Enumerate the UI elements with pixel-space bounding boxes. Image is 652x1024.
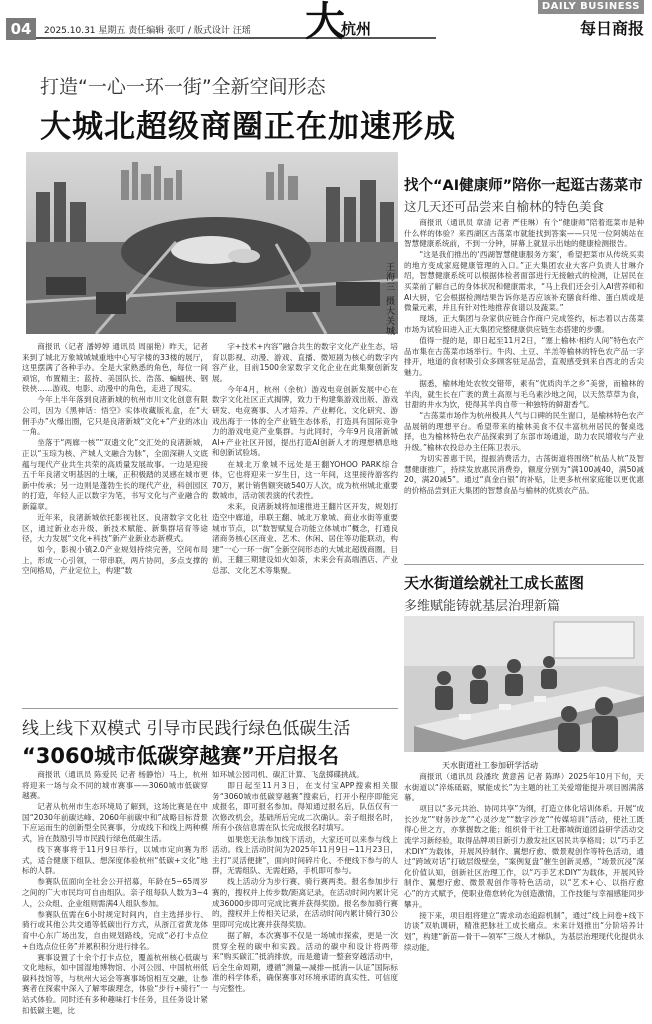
main-headline: 大城北超级商圈正在加速形成 bbox=[40, 109, 456, 145]
paragraph: 参赛队伍面向全社会公开招募，年龄在5~65周岁之间的广大市民均可自由组队。亲子组每队人数为3~4人，公众组、企业组则需满4人组队参加。 bbox=[22, 877, 208, 908]
aerial-city-illustration bbox=[26, 152, 398, 334]
paragraph: 据了解，本次赛事不仅是一场城市探索，更是一次贯穿全程的碳中和实践。活动的碳中和设计将两带来“购买碳汇”抵消排放，而是邀请一整套穿越活动中，后全生命周期，遵循“测量—减排—抵消—认证”国际标准的科学体系，确保赛事对环境承诺的真实性、可信度与完整性。 bbox=[212, 930, 398, 993]
paragraph: 项目以“多元共治、协同共享”为纲，打造立体化培训体系。开展“成长沙龙”“财务沙龙”“心灵沙龙”“数字沙龙”“传媒培训”活动，使社工既得心世之方，亦掌握数之能；组织骨干社工赴都城街道团益研学活动交流学习新经验，取得品牌项目新引力激发社区居民共享格局；以“巧手艺术DIY”为载体，开展风铃制作、翼想疗愈、微景观创作等特色活动，通过“跨域对话”打破层级壁垒，“案例复盘”催生创新灵感，“场景沉浸”深化价值认知，创新社区治理工作，以“巧手艺术DIY”为载体，开展风铃制作、翼想疗愈、微景观创作等特色活动，以“艺术+心、以指疗愈心”的方式赋予，使职业倦怠转化为创造激情，工作技能与幸福感能同步攀升。 bbox=[404, 804, 644, 909]
meeting-photo bbox=[404, 616, 644, 752]
aerial-city-photo bbox=[26, 152, 398, 334]
paragraph: 未来，良渚新城将加速推进王翻片区开发，规划打造空中廊道，串联王翻、城北万象城、商业水街等重要城市节点，以“数智赋复合功能立体城市”概念，打通良渚商务核心区商业、艺术、休闲、居住等功能联动，构建“一心一环一街”全新空间形态的大城北超级商圈。目前，王翻三期建设如火如荼，未来会有高端酒店、产业总部、文化艺术等集聚。 bbox=[212, 502, 398, 575]
paragraph: 如果您无法参加线下活动，大家还可以来参与线上活动。线上活动时间为2025年11月9日~11月23日，主打“灵活便捷”，面向时间碎片化、不便线下参与的人群，无需组队、无需赶路，手机即可参与。 bbox=[212, 834, 398, 876]
paragraph: 值得一提的是，即日起至11月2日，“塞上榆林·相约人间”特色农产品市集在古荡菜市场举行。牛肉、土豆、羊羔等榆林的特色农产品一字排开，地道的食材吸引众多顾客驻足品尝，直观感受到来自西北的舌尖魅力。 bbox=[404, 336, 644, 377]
paragraph: “古荡菜市场作为杭州极具人气与口碑的民生窗口，是榆林特色农产品展销的理想平台。希望带来的榆林美食不仅丰富杭州居民的餐桌选择，也为榆林特色农产品探索到了东部市场通道，助力农民增收与产业升级。”榆林农投总办主任陈卫表示。 bbox=[404, 411, 644, 452]
section-divider bbox=[404, 564, 644, 565]
page-number: 04 bbox=[6, 18, 36, 40]
paragraph: 今年4月，杭州（余杭）游戏电竞创新发展中心在数字文化社区正式揭牌，致力于构建集游戏出版、游戏研发、电竞赛事、人才培养、产业孵化、文化研究、游戏出海于一体的全产业链生态体系，打造具有国际竞争力的游戏电竞产业集群。与此同时，今年9月良渚新城AI+产业社区开园，提出打造AI创新人才的理想栖息地和创新试验场。 bbox=[212, 384, 398, 458]
ai-health-body bbox=[404, 218, 644, 558]
paragraph: 即日起至11月3日，在支付宝APP搜索相关服务“3060城市低碳穿越赛”搜索后，打开小程序即能完成报名，即可报名参加。得知通过报名后，队伍仅有一次修改机会，基础所后完成二次确认。亲子组报名时，所有小孩信息需在队长完成报名时填写。 bbox=[212, 781, 398, 833]
meeting-illustration bbox=[404, 616, 644, 752]
section-logo-big: 大 bbox=[305, 0, 345, 45]
lowcarbon-column-2 bbox=[212, 770, 398, 1018]
tianshui-subtitle: 多维赋能铸就基层治理新篇 bbox=[404, 599, 561, 614]
meeting-photo-caption: 天水街道社工参加研学活动 bbox=[442, 761, 538, 770]
ai-health-subtitle: 这几天还可品尝来自榆林的特色美食 bbox=[404, 199, 605, 214]
paragraph: 在城北万象城不远处是王翻YOHOO PARK综合体，它也将迎来一岁生日，这一年间，这里接待游客约70万，累计销售额突破540万人次，成为杭州城北重要数城市，活动领表演的代表性。 bbox=[212, 459, 398, 501]
paragraph: 记者从杭州市生态环境局了解到，这场比赛是在中国“2030年前碳达峰、2060年前碳中和”战略目标背景下应运而生的创新型全民赛事，分成线下和线上两种模式，旨在鼓励引导市民践行绿色低碳生活。 bbox=[22, 802, 208, 844]
paragraph: 今年上半年落到良渚新城的杭州市川文化创意有限公司，因为《黑神话：悟空》实体收藏版礼盒，在“大佣手办”火爆出圈，它只是良渚新城“文化+”产业的冰山一角。 bbox=[22, 395, 208, 437]
paragraph: 商报讯（通讯员 陈爱民 记者 杨静怡）马上，杭州将迎来一场与众不同的城市赛事——3060城市低碳穿越赛。 bbox=[22, 770, 208, 801]
masthead bbox=[0, 0, 652, 46]
lowcarbon-kicker: 线上线下双模式 引导市民践行绿色低碳生活 bbox=[22, 719, 351, 739]
tianshui-body bbox=[404, 772, 644, 1018]
brand-chinese: 每日商报 bbox=[579, 19, 644, 38]
date-line: 2025.10.31 星期五 责任编辑 张叮 / 版式设计 汪瑶 bbox=[44, 26, 251, 36]
paragraph: 接下来，项目组将建立“需求动态追踪机制”，通过“线上问卷+线下访谈”双轨调研，精准把脉社工成长痛点。未来计划推出“分阶培养计划”，构建“新苗—骨干—领军”三级人才梯队，为基层治理现代化提供永续动能。 bbox=[404, 910, 644, 952]
paragraph: 商报讯（记者 潘婷婷 通讯员 周丽艳）昨天，记者来到了城北万象城城城重地中心写字楼的33楼的展厅，这里摆满了各种手办。全是大家熟悉的角色，每位一间顽馆，布置精主；蓝持、美国队长、浩荡、蝙蝠侠、钢铁侠……游戏、电影、动漫中的角色，走进了现实。 bbox=[22, 342, 208, 394]
main-kicker: 打造“一心一环一街”全新空间形态 bbox=[40, 76, 326, 98]
main-story-column-2 bbox=[212, 342, 398, 704]
section-logo-city: 杭州 bbox=[341, 20, 372, 38]
brand-english: DAILY BUSINESS bbox=[538, 0, 644, 14]
lowcarbon-column-1 bbox=[22, 770, 208, 1018]
paragraph: 商报讯（通讯员 段潘玫 黄意茜 记者 陈晔）2025年10月下旬，天水街道以“淬炼砥砺，赋能成长”为主题的社工关爱增能提升项目圆满落幕。 bbox=[404, 772, 644, 803]
tianshui-headline: 天水街道绘就社工成长蓝图 bbox=[404, 574, 585, 592]
paragraph: 字+技术+内容”融合共生的数字文化产业生态，培育以影视、动漫、游戏、直播、微短剧为核心的数字内容产业，目前1500余家数字文化企业在此集聚创新发展。 bbox=[212, 342, 398, 383]
lowcarbon-headline: “3060城市低碳穿越赛”开启报名 bbox=[22, 744, 340, 768]
paragraph: 为切实普惠于民，提振消费活力，古荡街道将围绕“杭品人杭”及智慧健康推广，持续发放惠民消费券，额度分别为“满100减40，满50减20，满20减5”。通过“真金白银”的补贴，让更多杭州家庭能以更优惠的价格品尝到正大集团的智慧食品与榆林的优质农产品。 bbox=[404, 454, 644, 495]
paragraph: 如今，影视小镇2.0产业规划持续完善，空间布局上，形成一心引领，一带串联，两片协同，多点支撑的空间格局，产业定位上，构建“数 bbox=[22, 545, 208, 576]
main-story-column-1 bbox=[22, 342, 208, 704]
paragraph: 如环城公园司机、碳汇计算、飞盘掷碟挑战。 bbox=[212, 770, 364, 779]
section-divider bbox=[22, 708, 398, 709]
paragraph: 赛事设置了十余个打卡点位，覆盖杭州核心低碳与文化地标，如中国湿地博物馆、小河公园、中国杭州低碳科技馆等，与杭州大运会等赛事场馆相互交融，让参赛者在探索中深入了解零碳理念，体验“步行+骑行”一站式体验。同时还有多种趣味打卡任务，且任务设计紧扣低碳主题，比 bbox=[22, 952, 208, 1015]
aerial-photo-caption: 王海三 摄大关城 bbox=[384, 262, 394, 336]
paragraph: 参赛队伍需在6小时规定时间内，自主选择步行、骑行或其他公共交通等低碳出行方式，从浙江省黄龙体育中心东广场出发，自由规划路线，完成“必打卡点位+自选点位任务”并累积积分进行排名。 bbox=[22, 909, 208, 951]
paragraph: 据悉，榆林地处农牧交错带，素有“优质肉羊之乡”美誉，而榆林的羊肉，就生长在广袤的黄土高原与毛乌素沙地之间，以天然草草为食，甘甜的井水为饮，使得其羊肉自带一种独特的鲜甜香气。 bbox=[404, 378, 644, 410]
paragraph: 线上活动分为步行赛、骑行赛两类。报名参加步行赛的，搜权并上传步数/距离记录，在活动时间内累计完成36000步即可完成比赛并获得奖励。报名参加骑行赛的，搜权并上传相关记录，在活动时间内累计骑行30公里即可完成比赛并获得奖励。 bbox=[212, 877, 398, 929]
paragraph: 现场，正大集团与杂家供应链合作商户完成签约，标志着以古荡菜市场为试验田进入正大集团完整健康供应链生态搭建的步骤。 bbox=[404, 314, 644, 334]
paragraph: 商报讯（通讯员 章清 记者 严佳琳）有个“健康师”陪着逛菜市是种什么样的体验？来西湖区古荡菜市就能找到答案——只见一位阿姨站在智慧健康系统前，不到一分钟，屏幕上就显示出她的健康检测报告。 bbox=[404, 218, 644, 249]
paragraph: 近年来，良渚新城依托影视社区、良渚数字文化社区，通过新业态升级、新技术赋能、新集群培育等途径，大力发展“文化+科技”新产业新业态新模式。 bbox=[22, 513, 208, 544]
paragraph: 坐落于“两廊一核”“双遗文化”交汇处的良渚新城，正以“玉琮为核、产城人文融合为脉”，全面深耕人文底蕴与现代产业共生共荣的高质量发展故事。一边是迎接五千年良渚文明基因的土壤，正积极踏的灵感在城市更新中传承；另一边则是蓬勃生长的现代产业，科创园区的打造，年轻人正以数字为笔，书写文化与产业融合的新篇章。 bbox=[22, 438, 208, 511]
paragraph: 线下赛事将于11月9日举行，以城市定向赛为形式，适合健康下组队、想深度体验杭州“低碳+文化”地标的人群。 bbox=[22, 845, 208, 876]
ai-health-headline: 找个“AI健康师”陪你一起逛古荡菜市 bbox=[404, 178, 643, 194]
paragraph: “这是我们推出的‘西湖智慧健康服务方案’，希望把菜市从传统买卖的地方变成家庭健康管理的入口。”正大集团农业大客户负责人甘琳介绍，智慧健康系统可以根据体检者面部进行无接触式的检测，让居民在买菜前了解自己的身体状况和健康需求，“马上我们还会引入AI营养师和AI大厨，它会根据检测结果告诉你是否应该补充膳食纤维、蛋白质或是微量元素，并且有针对性地推荐食谱以及蔬菜。” bbox=[404, 250, 644, 313]
header-divider bbox=[36, 37, 436, 39]
